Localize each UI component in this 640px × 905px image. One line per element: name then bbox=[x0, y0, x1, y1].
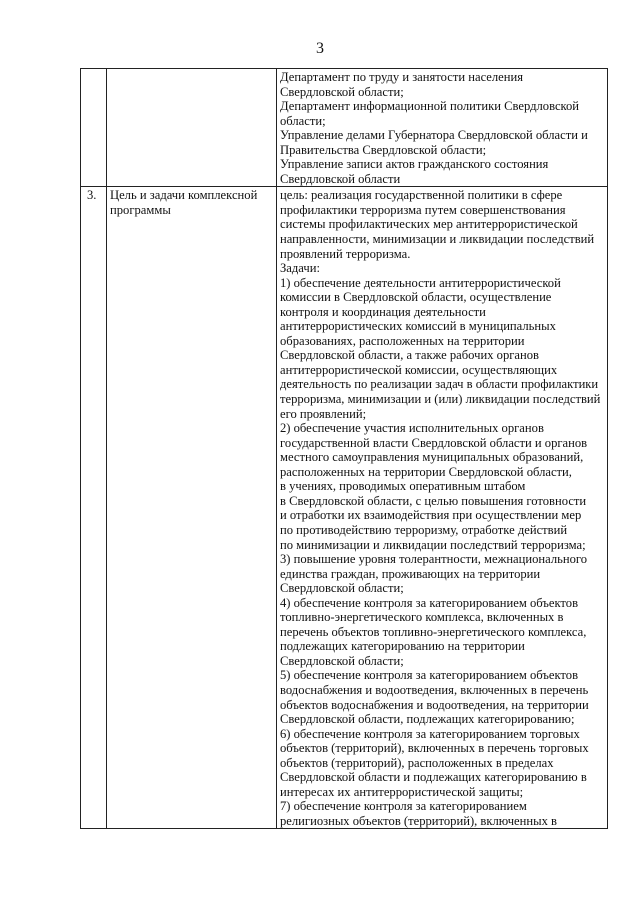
row-content-line: Управление записи актов гражданского состояния bbox=[280, 157, 549, 172]
row-content-line: 7) обеспечение контроля за категорированием bbox=[280, 799, 527, 814]
row-content-line: 2) обеспечение участия исполнительных органов bbox=[280, 421, 544, 436]
row-content-line: объектов (территорий), расположенных в пределах bbox=[280, 755, 554, 770]
row-content-line: и отработки их взаимодействия при осуществлении мер bbox=[280, 508, 582, 523]
row-content-line: 5) обеспечение контроля за категорированием объектов bbox=[280, 668, 579, 683]
row-content-line: направленности, минимизации и ликвидации последствий bbox=[280, 232, 595, 247]
row-content-line: водоснабжения и водоотведения, включенных в перечень bbox=[280, 682, 589, 697]
row-content-line: объектов (территорий), включенных в перечень торговых bbox=[280, 741, 589, 756]
row-content-line: антитеррористической комиссии, осуществляющих bbox=[280, 362, 558, 377]
program-passport-table bbox=[80, 68, 608, 829]
row-title bbox=[107, 69, 277, 187]
row-content-line: области; bbox=[280, 113, 326, 128]
row-content-line: расположенных на территории Свердловской области, bbox=[280, 464, 572, 479]
row-content-line: Свердловской области и подлежащих категорированию в bbox=[280, 770, 587, 785]
row-content bbox=[277, 69, 608, 187]
row-content-line: профилактики терроризма путем совершенствования bbox=[280, 202, 566, 217]
row-content-line: Свердловской области; bbox=[280, 84, 404, 99]
row-number bbox=[81, 69, 107, 187]
row-content-line: подлежащих категорированию на территории bbox=[280, 639, 525, 654]
row-content-line: 4) обеспечение контроля за категорированием объектов bbox=[280, 595, 579, 610]
row-content-line: проявлений терроризма. bbox=[280, 246, 411, 261]
row-content-line: Задачи: bbox=[280, 261, 320, 276]
page-number: 3 bbox=[316, 40, 324, 57]
row-content-line: цель: реализация государственной политики в сфере bbox=[280, 188, 563, 203]
row-content-line: Департамент по труду и занятости населения bbox=[280, 70, 524, 84]
row-title-line: Цель и задачи комплексной bbox=[110, 188, 258, 203]
row-content-line: интересах их антитеррористической защиты; bbox=[280, 784, 524, 799]
row-content-line: Свердловской области bbox=[280, 171, 401, 186]
row-content-line: образованиях, расположенных на территории bbox=[280, 333, 525, 348]
row-content-line: 6) обеспечение контроля за категорированием торговых bbox=[280, 726, 580, 741]
row-content-line: Свердловской области; bbox=[280, 581, 404, 596]
row-title bbox=[107, 187, 277, 829]
row-content-line: антитеррористических комиссий в муниципальных bbox=[280, 319, 556, 334]
row-content-line: местного самоуправления муниципальных образований, bbox=[280, 450, 584, 465]
row-content-line: перечень объектов топливно-энергетического комплекса, bbox=[280, 624, 587, 639]
row-content-line: в Свердловской области, с целью повышения готовности bbox=[280, 493, 587, 508]
row-content-line: терроризма, минимизации и (или) ликвидации последствий bbox=[280, 392, 601, 407]
row-content-line: его проявлений; bbox=[280, 406, 367, 421]
row-content-line: Свердловской области; bbox=[280, 653, 404, 668]
row-content-line: государственной власти Свердловской области и органов bbox=[280, 435, 588, 450]
row-content-line: Департамент информационной политики Свердловской bbox=[280, 99, 580, 114]
row-content-line: объектов водоснабжения и водоотведения, на территории bbox=[280, 697, 589, 712]
row-content-line: контроля и координация деятельности bbox=[280, 304, 486, 319]
row-number: 3. bbox=[81, 187, 107, 829]
row-content-line: топливно-энергетического комплекса, включенных в bbox=[280, 610, 564, 625]
row-content-line: системы профилактических мер антитеррористической bbox=[280, 217, 578, 232]
row-content-line: в учениях, проводимых оперативным штабом bbox=[280, 479, 526, 494]
row-content-line: 3) повышение уровня толерантности, межнационального bbox=[280, 552, 588, 567]
row-content-line: Свердловской области, подлежащих категорированию; bbox=[280, 712, 575, 727]
row-content-line: деятельность по реализации задач в области профилактики bbox=[280, 377, 599, 392]
row-content-line: комиссии в Свердловской области, осуществление bbox=[280, 290, 552, 305]
row-content-line: Свердловской области, а также рабочих органов bbox=[280, 348, 539, 363]
row-content-line: Правительства Свердловской области; bbox=[280, 142, 487, 157]
row-content-line: религиозных объектов (территорий), включенных в bbox=[280, 813, 557, 828]
row-content-line: по противодействию терроризму, отработке действий bbox=[280, 522, 568, 537]
table-row bbox=[81, 69, 608, 187]
table-row bbox=[81, 187, 608, 829]
row-content-line: Управление делами Губернатора Свердловской области и bbox=[280, 128, 588, 143]
row-title-line: программы bbox=[110, 202, 171, 217]
row-content-line: единства граждан, проживающих на территории bbox=[280, 566, 541, 581]
row-content-line: по минимизации и ликвидации последствий терроризма; bbox=[280, 537, 586, 552]
row-content-line: 1) обеспечение деятельности антитеррористической bbox=[280, 275, 561, 290]
row-content bbox=[277, 187, 608, 829]
